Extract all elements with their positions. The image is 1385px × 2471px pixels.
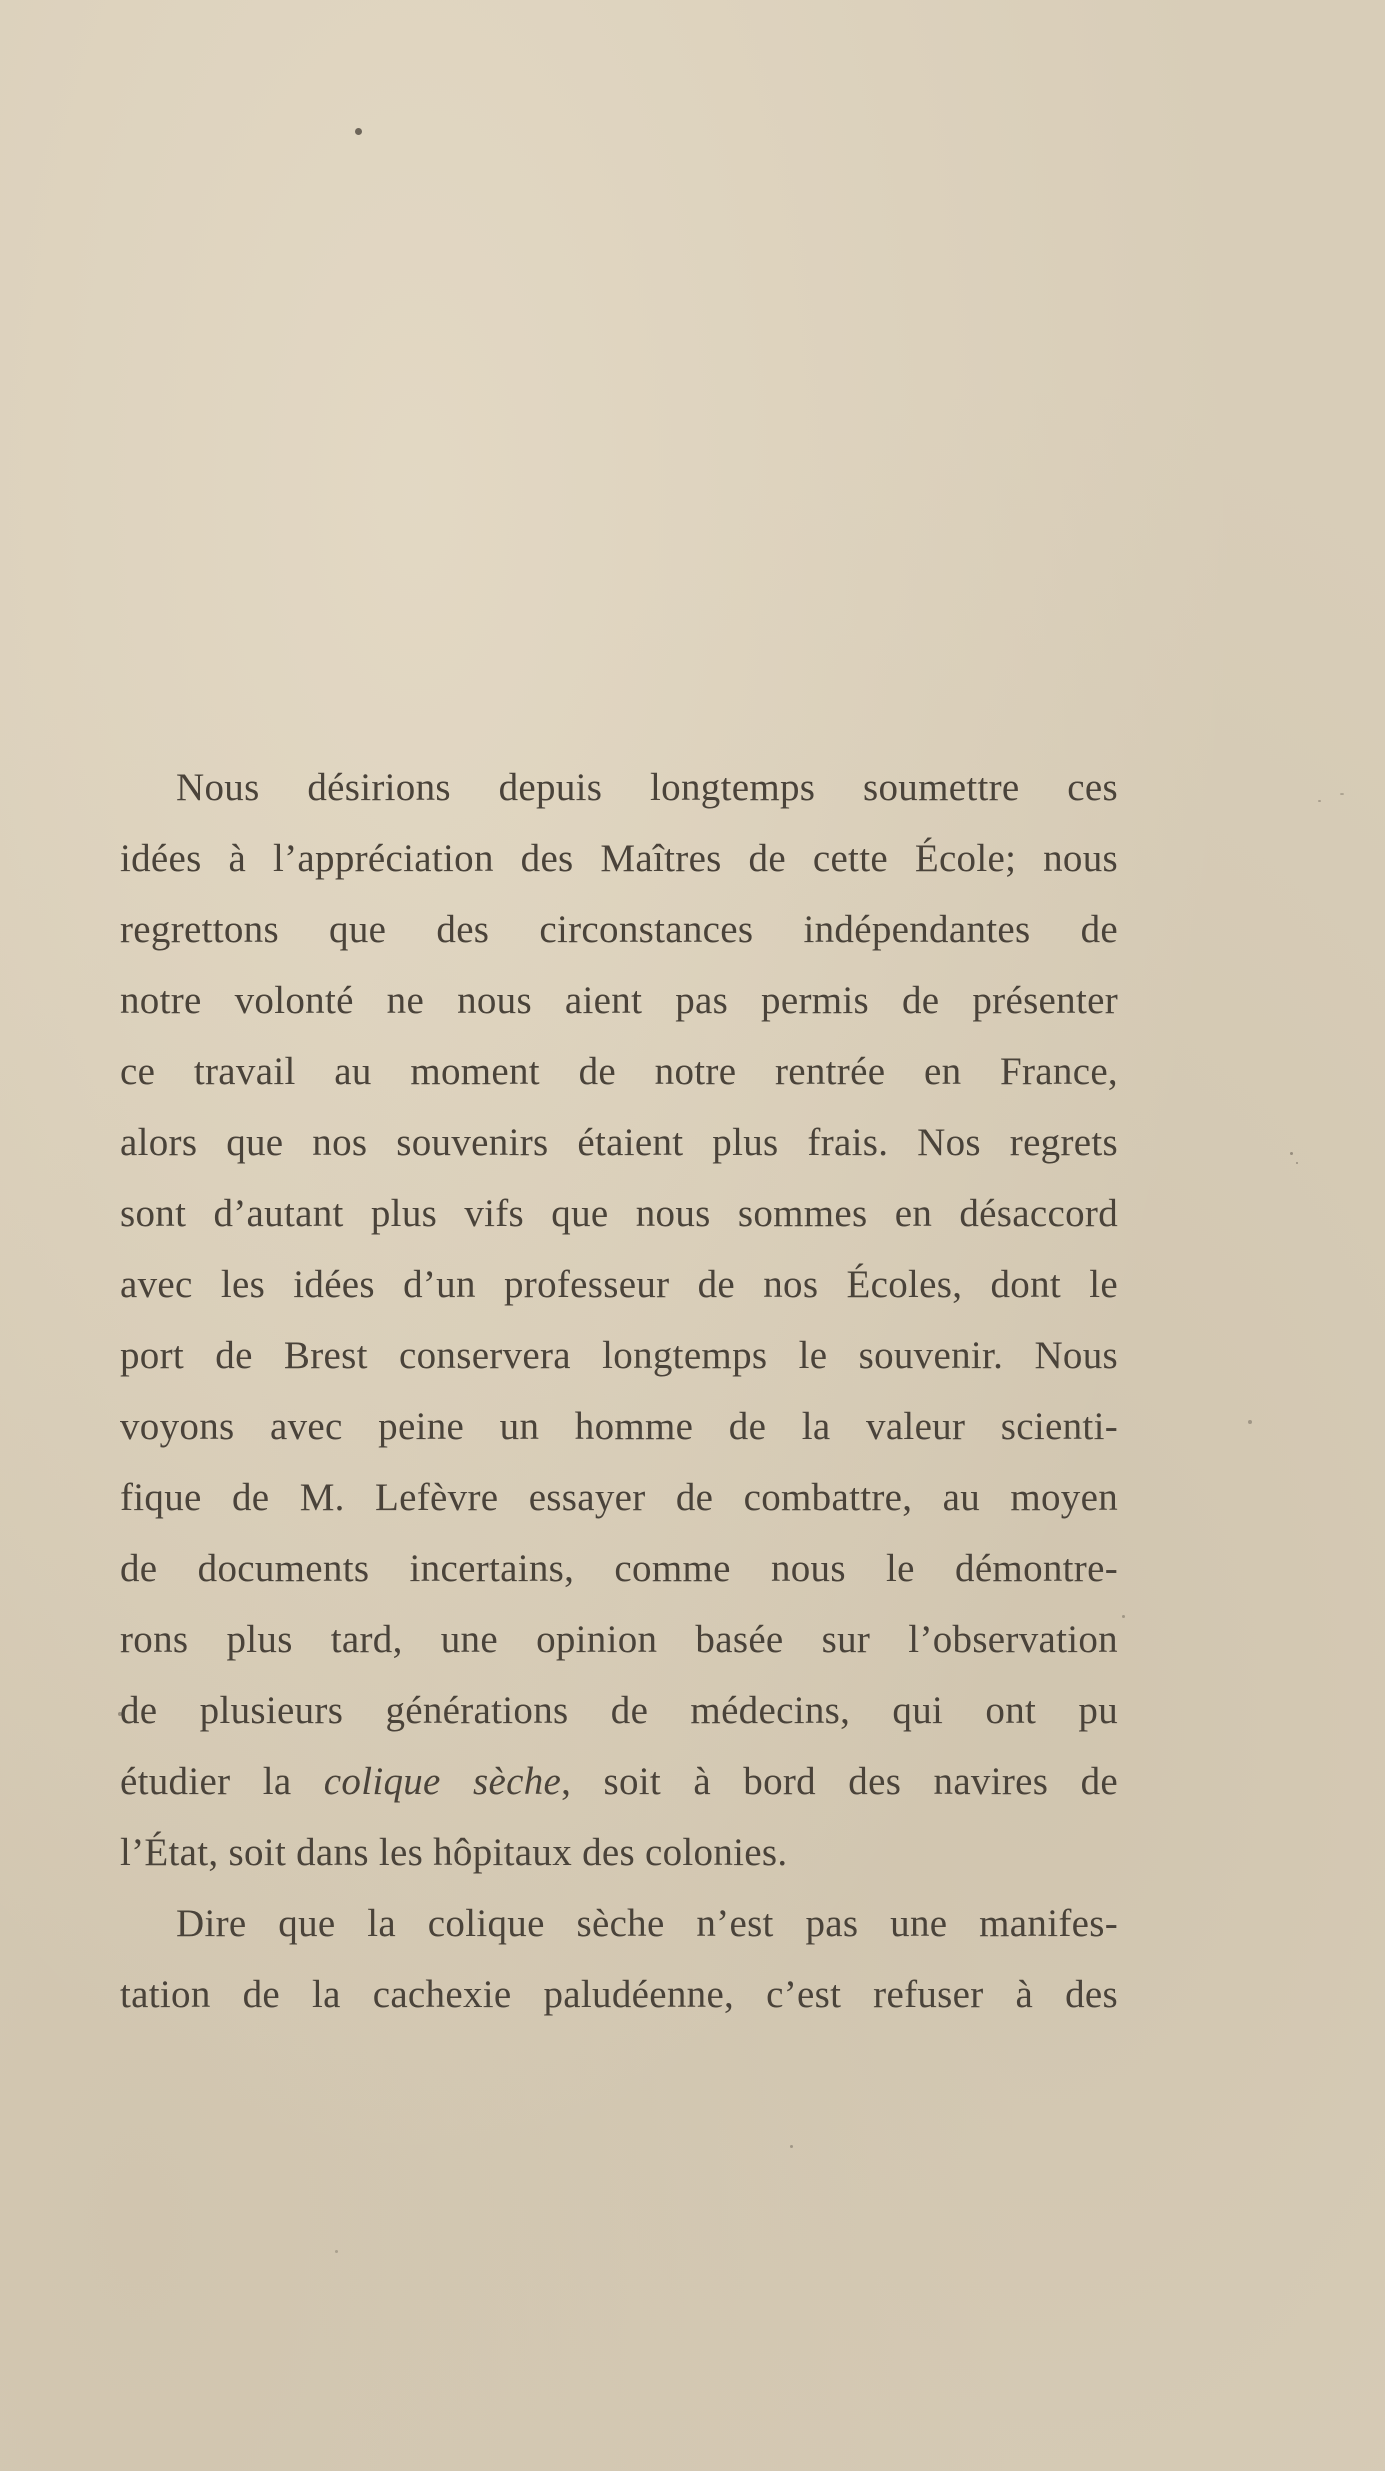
paper-speck [1340, 793, 1344, 795]
text-line: notre volonté ne nous aient pas permis de présenter [120, 979, 1118, 1022]
paper-speck [335, 2250, 338, 2253]
text-line: sont d’autant plus vifs que nous sommes en désaccord [120, 1192, 1118, 1235]
text-segment: étudier la [120, 1760, 324, 1803]
text-line: rons plus tard, une opinion basée sur l’observation [120, 1618, 1118, 1661]
paper-speck [355, 128, 362, 135]
paper-speck [1290, 1152, 1293, 1155]
text-line: avec les idées d’un professeur de nos Écoles, dont le [120, 1263, 1118, 1306]
text-line: idées à l’appréciation des Maîtres de cette École; nous [120, 837, 1118, 880]
italic-term: colique sèche [323, 1760, 562, 1803]
text-line-with-italic [120, 1746, 1118, 1817]
text-line: de plusieurs générations de médecins, qui ont pu [120, 1689, 1118, 1732]
body-text [120, 752, 1118, 2030]
text-line: voyons avec peine un homme de la valeur scienti- [120, 1405, 1118, 1448]
text-segment: , soit à bord des navires de [561, 1760, 1118, 1803]
text-line: Nous désirions depuis longtemps soumettre ces [176, 766, 1118, 809]
text-line: Dire que la colique sèche n’est pas une manifes- [176, 1902, 1118, 1945]
text-line: port de Brest conservera longtemps le souvenir. Nous [120, 1334, 1118, 1377]
text-line: l’État, soit dans les hôpitaux des colonies. [120, 1831, 788, 1874]
text-line: alors que nos souvenirs étaient plus frais. Nos regrets [120, 1121, 1118, 1164]
text-line: tation de la cachexie paludéenne, c’est refuser à des [120, 1973, 1118, 2016]
paper-speck [1318, 800, 1321, 802]
text-line: ce travail au moment de notre rentrée en France, [120, 1050, 1118, 1093]
text-line: fique de M. Lefèvre essayer de combattre, au moyen [120, 1476, 1118, 1519]
paper-speck [1248, 1420, 1252, 1424]
text-line: regrettons que des circonstances indépendantes de [120, 908, 1118, 951]
paper-speck [1296, 1162, 1298, 1164]
paper-speck [1122, 1615, 1125, 1618]
paper-speck [790, 2145, 793, 2148]
text-line: de documents incertains, comme nous le démontre- [120, 1547, 1118, 1590]
